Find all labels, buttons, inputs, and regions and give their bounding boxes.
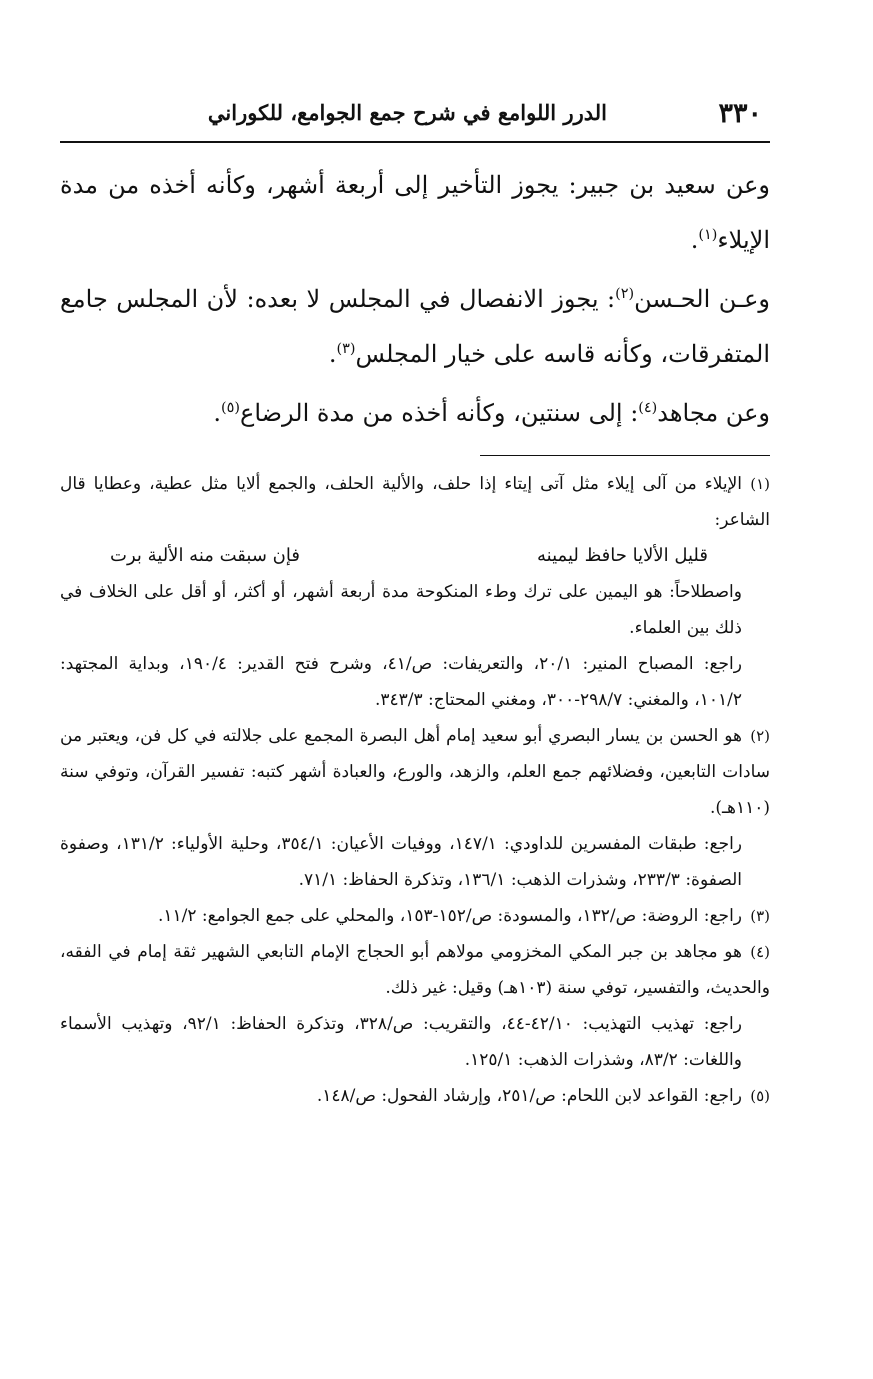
footnote: (١)الإيلاء من آلى إيلاء مثل آتى إيتاء إذا حلف، والألية الحلف، والجمع ألايا مثل عطية، وعطايا قال الشاعر: bbox=[60, 466, 770, 538]
verse-first-hemistich: قليل الألايا حافظ ليمينه bbox=[537, 545, 708, 566]
poem-verse bbox=[60, 538, 770, 574]
footnote-number: (٢) bbox=[750, 727, 770, 745]
footnote: (٢)هو الحسن بن يسار البصري أبو سعيد إمام أهل البصرة المجمع على جلالته في كل فن، ويعتبر من سادات التابعين، وفضلائهم جمع العلم، والزهد، والورع، والعبادة أشهر كتبه: تفسير القرآن، وتوفي سنة (١١٠هـ). bbox=[60, 718, 770, 826]
footnote-number: (٣) bbox=[750, 907, 770, 925]
footnote-number: (٥) bbox=[750, 1087, 770, 1105]
footnote: (٤)هو مجاهد بن جبر المكي المخزومي مولاهم أبو الحجاج الإمام التابعي الشهير ثقة إمام في الفقه، والحديث، والتفسير، توفي سنة (١٠٣هـ) وقيل: غير ذلك. bbox=[60, 934, 770, 1006]
footnote: (٣)راجع: الروضة: ص/١٣٢، والمسودة: ص/١٥٢-١٥٣، والمحلي على جمع الجوامع: ١١/٢. bbox=[60, 898, 770, 934]
footnote-ref: (١) bbox=[698, 227, 718, 243]
running-title: الدرر اللوامع في شرح جمع الجوامع، للكوراني bbox=[207, 100, 607, 125]
header-rule bbox=[60, 141, 770, 143]
page-number: ٣٣٠ bbox=[718, 98, 762, 129]
footnote-ref: (٢) bbox=[615, 286, 635, 302]
footnote-separator bbox=[480, 455, 770, 456]
footnote: (٥)راجع: القواعد لابن اللحام: ص/٢٥١، وإرشاد الفحول: ص/١٤٨. bbox=[60, 1078, 770, 1114]
paragraph: وعن سعيد بن جبير: يجوز التأخير إلى أربعة أشهر، وكأنه أخذه من مدة الإيلاء$^{(١)}$. bbox=[60, 171, 770, 254]
footnote-number: (٤) bbox=[750, 943, 770, 961]
footnote-number: (١) bbox=[750, 475, 770, 493]
footnote-references: راجع: تهذيب التهذيب: ٤٢/١٠-٤٤، والتقريب: ص/٣٢٨، وتذكرة الحفاظ: ٩٢/١، وتهذيب الأسماء واللغات: ٨٣/٢، وشذرات الذهب: ١٢٥/١. bbox=[60, 1014, 742, 1070]
paragraph: وعن مجاهد$^{(٤)}$: إلى سنتين، وكأنه أخذه من مدة الرضاع$^{(٥)}$. bbox=[213, 399, 770, 427]
footnotes bbox=[60, 466, 770, 1114]
footnote-references: راجع: طبقات المفسرين للداودي: ١٤٧/١، ووفيات الأعيان: ٣٥٤/١، وحلية الأولياء: ١٣١/٢، وصفوة الصفوة: ٢٣٣/٣، وشذرات الذهب: ١٣٦/١، وتذكرة الحفاظ: ٧١/١. bbox=[60, 834, 743, 890]
footnote-references: راجع: المصباح المنير: ٢٠/١، والتعريفات: ص/٤١، وشرح فتح القدير: ١٩٠/٤، وبداية المجتهد: ١٠١/٢، والمغني: ٢٩٨/٧-٣٠٠، ومغني المحتاج: ٣٤٣/٣. bbox=[60, 654, 742, 710]
page-header bbox=[60, 96, 770, 136]
footnote-ref: (٣) bbox=[336, 341, 356, 357]
footnote-ref: (٤) bbox=[638, 400, 658, 416]
verse-second-hemistich: فإن سبقت منه الألية برت bbox=[110, 545, 300, 566]
paragraph: وعـن الحـسن$^{(٢)}$: يجوز الانفصال في المجلس لا بعده: لأن المجلس جامع المتفرقات، وكأنه قاسه على خيار المجلس$^{(٣)}$. bbox=[60, 285, 770, 368]
footnote-definition: واصطلاحاً: هو اليمين على ترك وطء المنكوحة مدة أربعة أشهر، أو أكثر، أو أقل على الخلاف في ذلك بين العلماء. bbox=[60, 582, 742, 638]
main-text bbox=[60, 158, 770, 441]
footnote-ref: (٥) bbox=[221, 400, 241, 416]
